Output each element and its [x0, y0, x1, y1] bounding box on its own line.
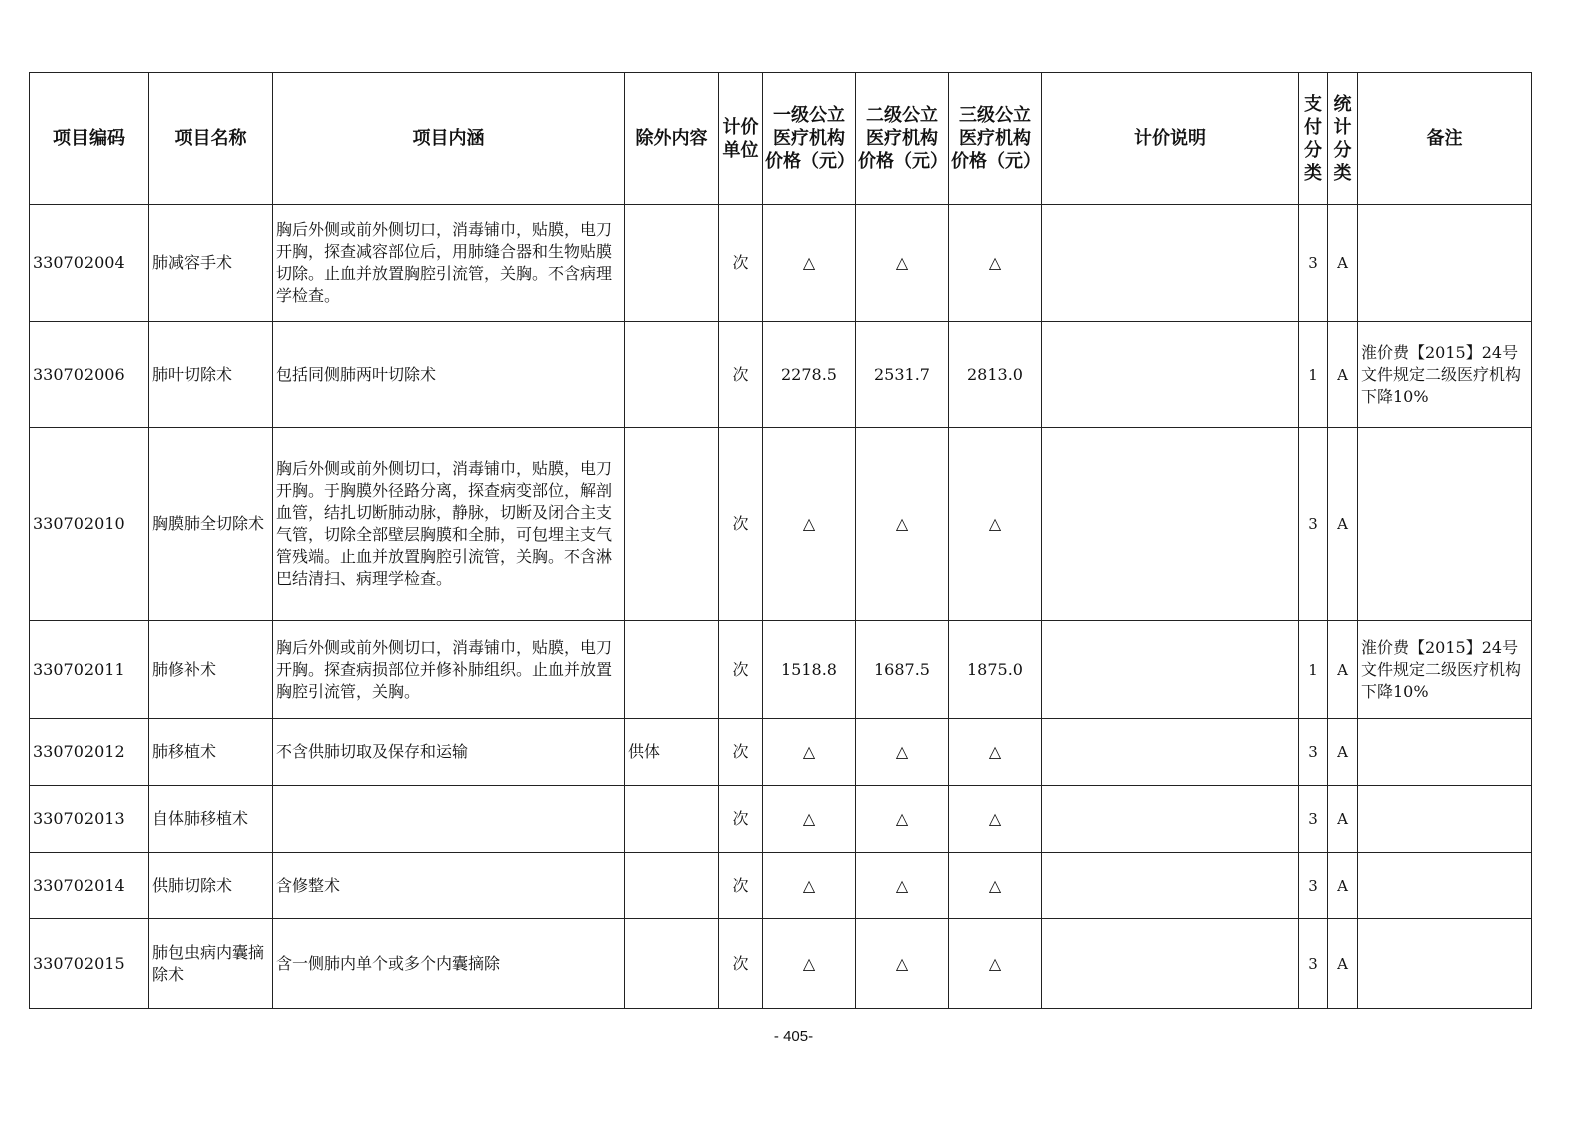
- cell-code: 330702014: [30, 853, 149, 919]
- cell-remark: [1358, 205, 1532, 322]
- cell-pay-class: 3: [1299, 719, 1328, 786]
- cell-remark: [1358, 428, 1532, 621]
- cell-name: 肺叶切除术: [149, 322, 273, 428]
- cell-level3-price: 2813.0: [949, 322, 1042, 428]
- cell-pricing-note: [1042, 205, 1299, 322]
- cell-pricing-note: [1042, 621, 1299, 719]
- cell-name: 肺包虫病内囊摘除术: [149, 919, 273, 1009]
- header-level2-price: 二级公立医疗机构价格（元）: [856, 73, 949, 205]
- table-row: [30, 205, 1532, 322]
- cell-remark: [1358, 719, 1532, 786]
- cell-level1-price: 2278.5: [763, 322, 856, 428]
- header-pay-class: 支付分类: [1299, 73, 1328, 205]
- cell-stat-class: A: [1328, 919, 1358, 1009]
- cell-pricing-note: [1042, 853, 1299, 919]
- cell-pay-class: 3: [1299, 786, 1328, 853]
- cell-exclusion: [625, 205, 719, 322]
- cell-code: 330702012: [30, 719, 149, 786]
- cell-unit: 次: [719, 919, 763, 1009]
- cell-content: 包括同侧肺两叶切除术: [273, 322, 625, 428]
- header-pricing-note: 计价说明: [1042, 73, 1299, 205]
- cell-pay-class: 1: [1299, 621, 1328, 719]
- cell-name: 供肺切除术: [149, 853, 273, 919]
- cell-stat-class: A: [1328, 428, 1358, 621]
- cell-remark: 淮价费【2015】24号文件规定二级医疗机构下降10%: [1358, 621, 1532, 719]
- cell-exclusion: [625, 786, 719, 853]
- cell-stat-class: A: [1328, 205, 1358, 322]
- cell-level3-price: △: [949, 719, 1042, 786]
- cell-level2-price: 1687.5: [856, 621, 949, 719]
- cell-exclusion: [625, 322, 719, 428]
- cell-pricing-note: [1042, 719, 1299, 786]
- cell-level2-price: △: [856, 786, 949, 853]
- cell-remark: [1358, 853, 1532, 919]
- table-row: [30, 719, 1532, 786]
- page-number: - 405-: [773, 1028, 814, 1045]
- cell-pricing-note: [1042, 786, 1299, 853]
- cell-exclusion: [625, 919, 719, 1009]
- cell-code: 330702013: [30, 786, 149, 853]
- cell-stat-class: A: [1328, 786, 1358, 853]
- cell-name: 肺移植术: [149, 719, 273, 786]
- cell-level2-price: △: [856, 205, 949, 322]
- table-row: [30, 322, 1532, 428]
- cell-level2-price: △: [856, 428, 949, 621]
- cell-level2-price: △: [856, 719, 949, 786]
- price-table: [29, 72, 1532, 1009]
- cell-content: 含一侧肺内单个或多个内囊摘除: [273, 919, 625, 1009]
- cell-level3-price: 1875.0: [949, 621, 1042, 719]
- table-row: [30, 786, 1532, 853]
- cell-stat-class: A: [1328, 719, 1358, 786]
- header-unit: 计价单位: [719, 73, 763, 205]
- cell-pricing-note: [1042, 322, 1299, 428]
- cell-level3-price: △: [949, 205, 1042, 322]
- header-remark: 备注: [1358, 73, 1532, 205]
- cell-pay-class: 3: [1299, 428, 1328, 621]
- cell-unit: 次: [719, 322, 763, 428]
- cell-level2-price: 2531.7: [856, 322, 949, 428]
- cell-remark: [1358, 919, 1532, 1009]
- cell-code: 330702006: [30, 322, 149, 428]
- cell-pay-class: 3: [1299, 853, 1328, 919]
- cell-name: 自体肺移植术: [149, 786, 273, 853]
- cell-content: [273, 786, 625, 853]
- cell-name: 肺减容手术: [149, 205, 273, 322]
- cell-code: 330702004: [30, 205, 149, 322]
- cell-content: 胸后外侧或前外侧切口，消毒铺巾，贴膜，电刀开胸。探查病损部位并修补肺组织。止血并放置胸腔引流管，关胸。: [273, 621, 625, 719]
- cell-content: 胸后外侧或前外侧切口，消毒铺巾，贴膜，电刀开胸。于胸膜外径路分离，探查病变部位，解剖血管，结扎切断肺动脉，静脉，切断及闭合主支气管，切除全部壁层胸膜和全肺，可包埋主支气管残端。止血并放置胸腔引流管，关胸。不含淋巴结清扫、病理学检查。: [273, 428, 625, 621]
- header-level3-price: 三级公立医疗机构价格（元）: [949, 73, 1042, 205]
- table-row: [30, 919, 1532, 1009]
- cell-unit: 次: [719, 621, 763, 719]
- cell-level1-price: △: [763, 919, 856, 1009]
- table-row: [30, 853, 1532, 919]
- cell-unit: 次: [719, 786, 763, 853]
- cell-content: 胸后外侧或前外侧切口，消毒铺巾，贴膜，电刀开胸，探查减容部位后，用肺缝合器和生物贴膜切除。止血并放置胸腔引流管，关胸。不含病理学检查。: [273, 205, 625, 322]
- cell-unit: 次: [719, 719, 763, 786]
- cell-code: 330702010: [30, 428, 149, 621]
- cell-name: 肺修补术: [149, 621, 273, 719]
- header-level1-price: 一级公立医疗机构价格（元）: [763, 73, 856, 205]
- cell-level3-price: △: [949, 853, 1042, 919]
- cell-level1-price: △: [763, 205, 856, 322]
- cell-exclusion: 供体: [625, 719, 719, 786]
- header-content: 项目内涵: [273, 73, 625, 205]
- cell-level1-price: △: [763, 853, 856, 919]
- cell-content: 含修整术: [273, 853, 625, 919]
- cell-code: 330702011: [30, 621, 149, 719]
- cell-pricing-note: [1042, 428, 1299, 621]
- cell-unit: 次: [719, 428, 763, 621]
- cell-name: 胸膜肺全切除术: [149, 428, 273, 621]
- cell-level2-price: △: [856, 853, 949, 919]
- cell-stat-class: A: [1328, 322, 1358, 428]
- cell-remark: [1358, 786, 1532, 853]
- cell-stat-class: A: [1328, 853, 1358, 919]
- cell-unit: 次: [719, 205, 763, 322]
- cell-stat-class: A: [1328, 621, 1358, 719]
- cell-pay-class: 3: [1299, 919, 1328, 1009]
- header-row: [30, 73, 1532, 205]
- cell-level1-price: △: [763, 786, 856, 853]
- header-stat-class: 统计分类: [1328, 73, 1358, 205]
- cell-level3-price: △: [949, 428, 1042, 621]
- cell-exclusion: [625, 853, 719, 919]
- table-row: [30, 621, 1532, 719]
- cell-pricing-note: [1042, 919, 1299, 1009]
- cell-level3-price: △: [949, 786, 1042, 853]
- header-code: 项目编码: [30, 73, 149, 205]
- header-exclusion: 除外内容: [625, 73, 719, 205]
- cell-unit: 次: [719, 853, 763, 919]
- table-row: [30, 428, 1532, 621]
- cell-content: 不含供肺切取及保存和运输: [273, 719, 625, 786]
- cell-pay-class: 3: [1299, 205, 1328, 322]
- cell-level2-price: △: [856, 919, 949, 1009]
- cell-pay-class: 1: [1299, 322, 1328, 428]
- header-name: 项目名称: [149, 73, 273, 205]
- cell-exclusion: [625, 621, 719, 719]
- cell-level1-price: △: [763, 428, 856, 621]
- cell-code: 330702015: [30, 919, 149, 1009]
- cell-level1-price: 1518.8: [763, 621, 856, 719]
- cell-exclusion: [625, 428, 719, 621]
- cell-level3-price: △: [949, 919, 1042, 1009]
- cell-level1-price: △: [763, 719, 856, 786]
- cell-remark: 淮价费【2015】24号文件规定二级医疗机构下降10%: [1358, 322, 1532, 428]
